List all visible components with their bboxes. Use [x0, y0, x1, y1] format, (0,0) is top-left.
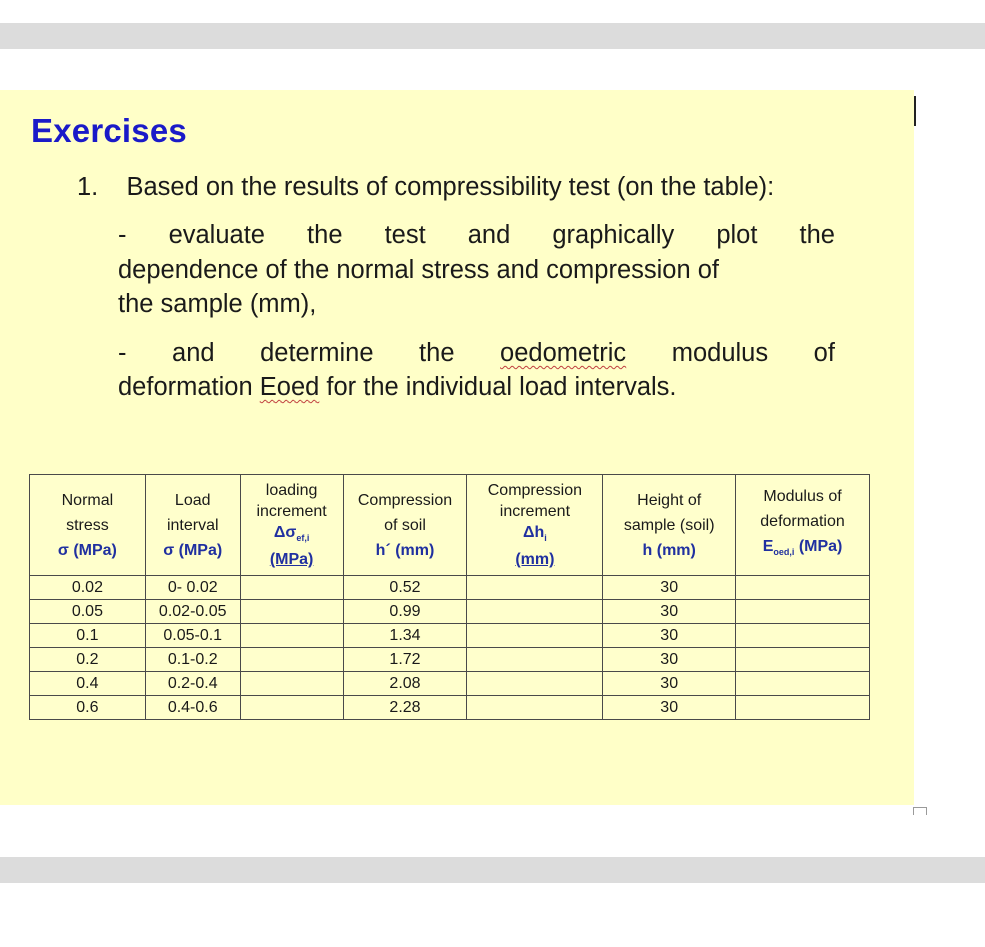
table-row: [30, 624, 870, 648]
header-line: interval: [166, 516, 219, 534]
table-row: [30, 576, 870, 600]
header-line: Compression: [487, 481, 583, 499]
header-sample-height: [603, 475, 736, 576]
table-cell[interactable]: 0.2: [30, 648, 146, 672]
table-cell[interactable]: [467, 672, 603, 696]
header-unit: (mm): [515, 551, 555, 569]
table-cell[interactable]: 0.2-0.4: [145, 672, 240, 696]
header-line: Modulus of: [763, 488, 842, 506]
table-cell[interactable]: 0.4: [30, 672, 146, 696]
exercise-intro-text: Based on the results of compressibility test (on the table):: [126, 173, 775, 201]
bullet2-line2: [118, 370, 677, 404]
resize-handle[interactable]: [913, 807, 927, 815]
header-line: of soil: [384, 516, 426, 534]
header-line: Normal: [61, 491, 114, 509]
bullet-dash: -: [118, 339, 127, 367]
table-cell[interactable]: [467, 600, 603, 624]
table-cell[interactable]: 30: [603, 624, 736, 648]
table-cell[interactable]: 0.05-0.1: [145, 624, 240, 648]
table-cell[interactable]: 0.99: [343, 600, 467, 624]
table-cell[interactable]: [736, 600, 870, 624]
table-cell[interactable]: 0.1: [30, 624, 146, 648]
table-cell[interactable]: [736, 672, 870, 696]
symbol-subscript: oed,i: [773, 547, 795, 558]
header-symbol: h´ (mm): [375, 541, 435, 559]
header-compression-increment: [467, 475, 603, 576]
word: and: [172, 339, 215, 367]
table-cell[interactable]: [736, 696, 870, 720]
spellcheck-word[interactable]: oedometric: [500, 339, 627, 367]
table-cell[interactable]: 0.05: [30, 600, 146, 624]
symbol-text: E: [762, 538, 774, 556]
text-cursor: [914, 96, 916, 126]
word: graphically: [552, 221, 675, 249]
table-cell[interactable]: [240, 672, 343, 696]
bullet-dash: -: [118, 221, 127, 249]
slide-title: Exercises: [31, 112, 187, 149]
header-line: sample (soil): [623, 516, 715, 534]
table-cell[interactable]: [736, 624, 870, 648]
header-symbol: [467, 522, 602, 549]
header-line: Compression: [357, 491, 453, 509]
header-modulus-of-deformation: [736, 475, 870, 576]
table-cell[interactable]: [240, 624, 343, 648]
table-cell[interactable]: [736, 576, 870, 600]
bullet2-line1: [118, 336, 835, 370]
word: determine: [260, 339, 374, 367]
table-cell[interactable]: 0- 0.02: [145, 576, 240, 600]
header-symbol: h (mm): [642, 541, 696, 559]
word: the: [307, 221, 343, 249]
symbol-subscript: i: [544, 533, 547, 544]
symbol-subscript: ef,i: [296, 533, 310, 544]
table-cell[interactable]: [467, 624, 603, 648]
header-line: increment: [256, 502, 327, 520]
text-run: deformation: [118, 373, 260, 401]
header-symbol: σ (MPa): [163, 541, 223, 559]
table-cell[interactable]: [240, 576, 343, 600]
exercise-number: 1.: [77, 173, 99, 201]
table-cell[interactable]: [240, 648, 343, 672]
header-unit: (MPa): [269, 551, 314, 569]
header-normal-stress: [30, 475, 146, 576]
table-row: [30, 696, 870, 720]
table-cell[interactable]: 30: [603, 696, 736, 720]
word: and: [467, 221, 511, 249]
symbol-unit: (MPa): [798, 538, 843, 556]
table-cell[interactable]: [240, 600, 343, 624]
table-cell[interactable]: [240, 696, 343, 720]
table-cell[interactable]: 2.08: [343, 672, 467, 696]
header-line: Height of: [637, 491, 702, 509]
table-cell[interactable]: [467, 696, 603, 720]
table-cell[interactable]: 0.4-0.6: [145, 696, 240, 720]
word: the: [799, 221, 835, 249]
symbol-text: Δh: [522, 523, 545, 541]
table-cell[interactable]: 0.52: [343, 576, 467, 600]
table-row: [30, 600, 870, 624]
word: modulus: [671, 339, 769, 367]
bullet1-line2: dependence of the normal stress and compression of: [118, 256, 720, 284]
header-load-interval: [145, 475, 240, 576]
word: of: [813, 339, 835, 367]
compressibility-table: [29, 474, 870, 720]
word: test: [384, 221, 426, 249]
exercise-intro: [77, 170, 774, 204]
table-cell[interactable]: [467, 648, 603, 672]
table-row: [30, 648, 870, 672]
header-loading-increment: [240, 475, 343, 576]
text-run: for the individual load intervals.: [319, 373, 677, 401]
table-cell[interactable]: 30: [603, 576, 736, 600]
header-line: increment: [499, 502, 571, 520]
word: evaluate: [168, 221, 265, 249]
header-symbol: σ (MPa): [57, 541, 117, 559]
table-cell[interactable]: 0.6: [30, 696, 146, 720]
table-cell[interactable]: 0.02: [30, 576, 146, 600]
header-symbol: [736, 534, 869, 565]
header-line: deformation: [760, 513, 845, 531]
symbol-text: Δσ: [273, 523, 297, 541]
table-cell[interactable]: 0.1-0.2: [145, 648, 240, 672]
bottom-divider-bar: [0, 857, 985, 883]
bullet1-line1: [118, 218, 835, 252]
table-row: [30, 672, 870, 696]
header-compression-of-soil: [343, 475, 467, 576]
header-line: stress: [66, 516, 109, 534]
table-cell[interactable]: [467, 576, 603, 600]
top-divider-bar: [0, 23, 985, 49]
word: plot: [716, 221, 758, 249]
table-cell[interactable]: 30: [603, 672, 736, 696]
table-cell[interactable]: 2.28: [343, 696, 467, 720]
word: the: [419, 339, 455, 367]
spellcheck-word[interactable]: Eoed: [259, 373, 320, 401]
table-cell[interactable]: 1.34: [343, 624, 467, 648]
table-header-row: [30, 475, 870, 576]
table-cell[interactable]: 1.72: [343, 648, 467, 672]
header-line: loading: [265, 481, 318, 499]
table-cell[interactable]: 30: [603, 600, 736, 624]
table-cell[interactable]: 30: [603, 648, 736, 672]
bullet1-line3: the sample (mm),: [118, 290, 317, 318]
table-cell[interactable]: 0.02-0.05: [145, 600, 240, 624]
table-cell[interactable]: [736, 648, 870, 672]
header-symbol: [241, 522, 343, 549]
header-line: Load: [174, 491, 211, 509]
